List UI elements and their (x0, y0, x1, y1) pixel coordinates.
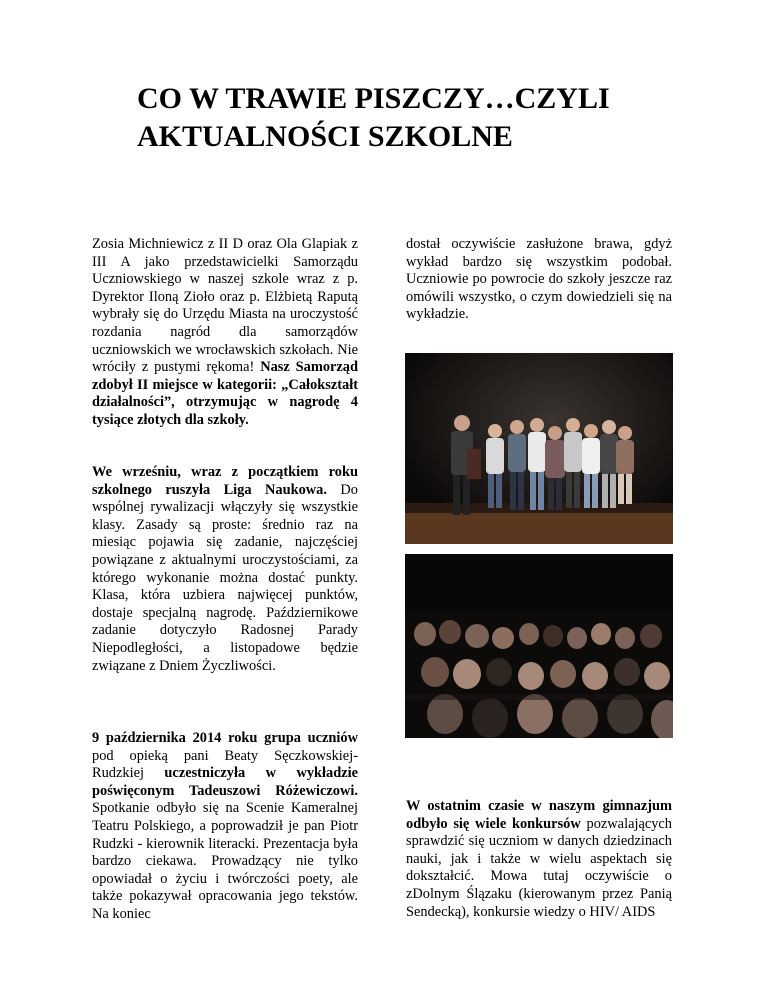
article-liga-naukowa (92, 464, 358, 675)
article-wyklad (92, 730, 358, 924)
article-konkursy (406, 798, 672, 921)
article-wyklad-lead: 9 października 2014 roku grupa uczniów (92, 730, 358, 746)
article-konkursy-text: pozwalających sprawdzić się uczniom w danych dziedzinach nauki, jak i także w wielu aspektach się dokształcić. Mowa tutaj oczywiście o zDolnym Ślązaku (kierowanym przez Panią Sendecką), konkursie wiedzy o HIV/ AIDS (406, 815, 673, 920)
page-title-line-1: CO W TRAWIE PISZCZY…CZYLI (137, 82, 610, 115)
article-liga-naukowa-text: Do wspólnej rywalizacji włączyły się wszystkie klasy. Zasady są proste: średnio raz na miesiąc pojawia się zadanie, najczęściej powiązane z aktualnymi uroczystościami, za którego wykonanie można dostać punkty. Klasa, która uzbiera najwięcej punktów, dostaje specjalną nagrodę. Październikowe zadanie dotyczyło Radosnej Parady Niepodległości, a listopadowe będzie związane z Dniem Życzliwości. (92, 481, 358, 674)
article-samorzad-highlight: Nasz Samorząd zdobył II miejsce w kategorii: „Całokształt działalności”, otrzymując w nagrodę 4 tysiące złotych dla szkoły. (92, 359, 358, 428)
article-wyklad-highlight: uczestniczyła w wykładzie poświęconym Tadeuszowi Różewiczowi. (92, 765, 359, 799)
article-wyklad-text-2: Spotkanie odbyło się na Scenie Kameralnej Teatru Polskiego, a poprowadził je pan Piotr Rudzki - kierownik literacki. Prezentacja była bardzo ciekawa. Prowadzący nie tylko opowiadał o życiu i twórczości poety, ale także pokazywał opracowania jego tekstów. Na koniec (92, 800, 358, 922)
article-wyklad-continued: dostał oczywiście zasłużone brawa, gdyż wykład bardzo się wszystkim podobał. Uczniowie po powrocie do szkoły jeszcze raz omówili wszystko, o czym dowiedzieli się na wykładzie. (406, 236, 672, 323)
article-konkursy-lead: W ostatnim czasie w naszym gimnazjum odbyło się wiele konkursów (406, 798, 672, 832)
article-samorzad (92, 236, 358, 430)
article-liga-naukowa-lead: We wrześniu, wraz z początkiem roku szkolnego ruszyła Liga Naukowa. (92, 464, 358, 498)
article-samorzad-text: Zosia Michniewicz z II D oraz Ola Glapiak z III A jako przedstawicielki Samorządu Uczniowskiego w naszej szkole wraz z p. Dyrektor Iloną Zioło oraz p. Elżbietą Raputą wybrały się do Urzędu Miasta na uroczystość rozdania nagród dla samorządów uczniowskich we wrocławskich szkołach. Nie wróciły z pustymi rękoma! (92, 236, 358, 376)
page-title (137, 80, 697, 156)
page-title-line-2: AKTUALNOŚCI SZKOLNE (137, 120, 513, 153)
article-wyklad-text-1: pod opieką pani Beaty Sęczkowskiej-Rudzkiej (92, 747, 358, 782)
audience-photo (405, 554, 673, 738)
stage-group-photo (405, 353, 673, 544)
